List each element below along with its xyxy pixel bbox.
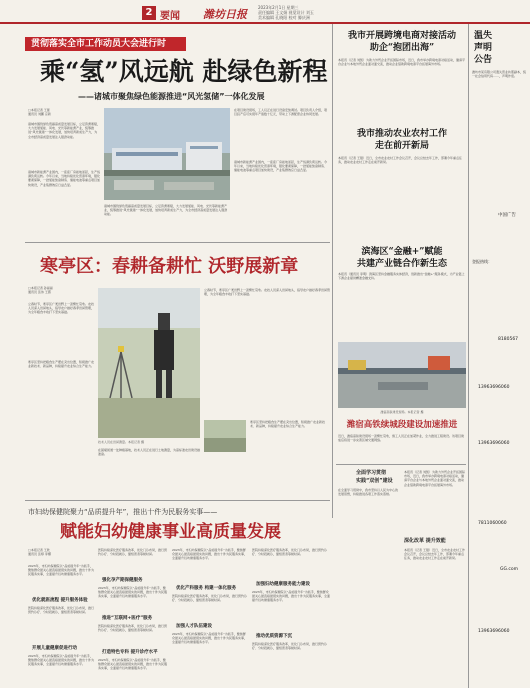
divider-right-side bbox=[468, 24, 469, 688]
lead-photo-text-below: 诸城市围绕绿色低碳高质量发展目标，立足资源禀赋，大力发展氢能、风电、光伏等新能源产业，统筹推进“风光氢储”一体化发展，加快培育新质生产力，为全市经济高质量发展注入强劲动能。 bbox=[104, 204, 228, 217]
right-body-7: 本报讯（记者 王强）近日，全市农业农村工作会议召开，会议总结去年工作，部署今年重点任务，推动农业农村工作走在前开新局。 bbox=[404, 548, 465, 561]
lead-body-col3: 在项目建设现场，工人们正在进行设备安装调试。项目负责人介绍，项目投产后可实现年产值数十亿元，带动上下游配套企业协同发展。 bbox=[234, 108, 328, 117]
lead-body-col2: 诸城市新能源产业园内，一座座厂房拔地而起，生产线满负荷运转。今年以来，当地持续优化营商环境，强化要素保障，一批氢能装备制造、储能电池等重点项目加快建设，产业集群效应日益凸显。 bbox=[28, 170, 100, 187]
divider-lead bbox=[25, 242, 330, 243]
side-phone-2: 13963696060 bbox=[478, 385, 510, 390]
side-ad-label: 中国广告 bbox=[498, 213, 516, 218]
side-phone-4: 7811060060 bbox=[478, 521, 507, 526]
topic-banner: 贯彻落实全市工作动员大会进行时 bbox=[25, 37, 186, 51]
right-sub-a: 全面学习贯彻 bbox=[356, 470, 387, 476]
right-body-3: 本报讯（通讯员 李明）滨海区坚持金融服务实体经济，创新推出“金融+”服务模式，为产业链上下游企业提供精准金融支持。 bbox=[338, 272, 465, 281]
women-body-col2: 医院持续深化医疗服务改革，优化门诊布局，推行预约诊疗、分时段就诊，缩短患者等候时间。 bbox=[98, 548, 168, 557]
spring-body-col4: 寒亭区坚持把粮食生产摆在突出位置，积极推广农业新技术、新品种，持续提升农业综合生产能力。 bbox=[250, 420, 326, 429]
right-body-5: 在全面学习贯彻中，我市坚持以人民为中心的发展思想，持续推进各项工作落实落细。 bbox=[338, 488, 399, 497]
side-title: 温失 声明 公告 bbox=[474, 31, 493, 65]
side-notice-body: 潍坊市某有限公司遗失营业执照副本，统一社会信用代码……，声明作废。 bbox=[472, 70, 527, 79]
right-body-4: 近日，潍宿高铁建设现场一派繁忙景象，施工人员正在加紧作业，全力推进工程建设。该项目建成后将进一步完善区域交通网络。 bbox=[338, 434, 465, 443]
spring-body-col2: 在固堤街道一处种植基地，技术人员正在进行土地测量，为高标准农田建设做准备。 bbox=[98, 448, 200, 457]
spring-body-col1b: 寒亭区坚持把粮食生产摆在突出位置，积极推广农业新技术、新品种，持续提升农业综合生产能力。 bbox=[28, 360, 94, 369]
lead-headline: 乘“氢”风远航 赴绿色新程 bbox=[40, 57, 328, 86]
women-sub-6: 优化产科服务 构建一体化服务 bbox=[176, 586, 237, 591]
header-meta-editor: 责任编辑 王文娟 视觉设计 刘玉 bbox=[258, 10, 314, 15]
spring-byline: □本报记者 孙丽丽 通讯员 张伟 王霞 bbox=[28, 286, 53, 295]
lead-body-col1: 诸城市围绕绿色低碳高质量发展目标，立足资源禀赋，大力发展氢能、风电、光伏等新能源产业，统筹推进“风光氢储”一体化发展，加快培育新质生产力，为全市经济高质量发展注入强劲动能。 bbox=[28, 122, 100, 139]
side-phone-5: 13963696060 bbox=[478, 629, 510, 634]
lead-subheadline: ——诸城市聚焦绿色能源推进“风光氢储”一体化发展 bbox=[78, 92, 265, 101]
right-sub-c: 深化改革 提升效能 bbox=[404, 538, 446, 544]
women-body-col3: 2023年，市妇幼保健院以“品质提升年”为抓手，聚焦群众最关心最直接最现实的问题，推出十件为民服务实事，全面提升妇幼健康服务水平。 bbox=[172, 548, 248, 561]
lead-byline: □本报记者 王蕾 通讯员 刘鹏 宗新 bbox=[28, 108, 51, 117]
women-body-col2c: 医院持续深化医疗服务改革，优化门诊布局，推行预约诊疗、分时段就诊，缩短患者等候时间。 bbox=[98, 624, 168, 633]
women-body-col1c: 2023年，市妇幼保健院以“品质提升年”为抓手，聚焦群众最关心最直接最现实的问题，推出十件为民服务实事，全面提升妇幼健康服务水平。 bbox=[28, 654, 94, 667]
right-headline-4: 潍宿高铁续城段建设加速推进 bbox=[346, 420, 458, 430]
women-body-col3b: 医院持续深化医疗服务改革，优化门诊布局，推行预约诊疗、分时段就诊，缩短患者等候时间。 bbox=[172, 594, 248, 603]
women-body-col1b: 医院持续深化医疗服务改革，优化门诊布局，推行预约诊疗、分时段就诊，缩短患者等候时间。 bbox=[28, 606, 94, 615]
rail-photo bbox=[338, 342, 466, 408]
spring-body-col3: 立春时节，寒亭区广袤田野上一派繁忙景象。农技人员深入田间地头，指导农户做好春季田间管理，为全年粮食丰收打下坚实基础。 bbox=[204, 288, 330, 297]
women-body-col2b: 2023年，市妇幼保健院以“品质提升年”为抓手，聚焦群众最关心最直接最现实的问题，推出十件为民服务实事，全面提升妇幼健康服务水平。 bbox=[98, 586, 168, 599]
women-sub-4: 推进“互联网+医疗”服务 bbox=[102, 616, 153, 621]
section-label: 要闻 bbox=[160, 11, 180, 22]
women-sub-1: 优化就医流程 提升服务体验 bbox=[32, 598, 88, 603]
paper-name: 潍坊日报 bbox=[203, 8, 247, 21]
right-sub-b: 实践“双创”建设 bbox=[356, 478, 393, 484]
field-illustration bbox=[204, 420, 246, 452]
spring-body-col1: 立春时节，寒亭区广袤田野上一派繁忙景象。农技人员深入田间地头，指导农户做好春季田间管理，为全年粮食丰收打下坚实基础。 bbox=[28, 302, 94, 315]
right-body-2: 本报讯（记者 王强）近日，全市农业农村工作会议召开，会议总结去年工作，部署今年重点任务，推动农业农村工作走在前开新局。 bbox=[338, 156, 462, 165]
side-hotline-label: 登报热线： bbox=[472, 259, 492, 264]
women-sub-9: 推动优质资源下沉 bbox=[256, 634, 292, 639]
right-headline-1: 我市开展跨境电商对接活动 助企“抱团出海” bbox=[347, 31, 456, 53]
right-body-6: 本报讯（记者 刘凯）为助力外贸企业开拓国际市场，近日，我市举办跨境电商对接活动，邀请平台企业与本地外贸企业面对面交流，推动企业借助跨境电商平台拓展海外市场。 bbox=[404, 470, 465, 487]
women-sub-3: 强化孕产期保健服务 bbox=[102, 578, 143, 583]
women-kicker: 市妇幼保健院聚力“品质提升年”，推出十件为民服务实事—— bbox=[28, 508, 218, 516]
rail-photo-caption: 潍宿高铁建设现场。本报记者 摄 bbox=[380, 410, 424, 414]
women-body-col4c: 医院持续深化医疗服务改革，优化门诊布局，推行预约诊疗、分时段就诊，缩短患者等候时间。 bbox=[252, 642, 328, 651]
spring-photo bbox=[98, 288, 200, 438]
railway-construction-illustration bbox=[338, 342, 466, 408]
divider-spring bbox=[25, 500, 330, 501]
spring-photo-small bbox=[204, 420, 246, 452]
women-sub-2: 开展儿童健康促进行动 bbox=[32, 646, 77, 651]
women-body-col2d: 2023年，市妇幼保健院以“品质提升年”为抓手，聚焦群众最关心最直接最现实的问题，推出十件为民服务实事，全面提升妇幼健康服务水平。 bbox=[98, 658, 168, 671]
right-body-1: 本报讯（记者 刘凯）为助力外贸企业开拓国际市场，近日，我市举办跨境电商对接活动，邀请平台企业与本地外贸企业面对面交流，推动企业借助跨境电商平台拓展海外市场。 bbox=[338, 58, 465, 67]
women-body-col1: 2023年，市妇幼保健院以“品质提升年”为抓手，聚焦群众最关心最直接最现实的问题，推出十件为民服务实事，全面提升妇幼健康服务水平。 bbox=[28, 564, 94, 577]
women-headline: 赋能妇幼健康事业高质量发展 bbox=[60, 522, 281, 542]
lead-photo bbox=[104, 108, 230, 200]
divider-main-right bbox=[332, 24, 333, 518]
women-body-col4: 医院持续深化医疗服务改革，优化门诊布局，推行预约诊疗、分时段就诊，缩短患者等候时间。 bbox=[252, 548, 328, 557]
side-site: GG.com bbox=[500, 567, 519, 572]
women-sub-8: 加强妇幼健康服务能力建设 bbox=[256, 582, 310, 587]
women-sub-7: 加强人才队伍建设 bbox=[176, 624, 212, 629]
women-body-col3c: 2023年，市妇幼保健院以“品质提升年”为抓手，聚焦群众最关心最直接最现实的问题，推出十件为民服务实事，全面提升妇幼健康服务水平。 bbox=[172, 632, 248, 645]
industrial-park-illustration bbox=[104, 108, 230, 200]
header-meta bbox=[258, 5, 314, 20]
spring-headline: 寒亭区：春耕备耕忙 沃野展新章 bbox=[40, 256, 299, 277]
right-headline-3: 滨海区“金融+”赋能 共建产业链合作新生态 bbox=[356, 247, 447, 269]
women-byline: □本报记者 王欣 通讯员 张婷 李娜 bbox=[28, 548, 51, 557]
right-headline-2: 我市推动农业农村工作 走在前开新局 bbox=[356, 129, 447, 151]
spring-photo-caption: 技术人员在田间测量。本报记者 摄 bbox=[98, 440, 144, 444]
header-meta-proof: 美术编辑 孔晓阳 校对 滕庆洲 bbox=[258, 15, 310, 20]
lead-body-col4: 诸城市新能源产业园内，一座座厂房拔地而起，生产线满负荷运转。今年以来，当地持续优化营商环境，强化要素保障，一批氢能装备制造、储能电池等重点项目加快建设，产业集群效应日益凸显。 bbox=[234, 160, 328, 173]
women-body-col4b: 2023年，市妇幼保健院以“品质提升年”为抓手，聚焦群众最关心最直接最现实的问题，推出十件为民服务实事，全面提升妇幼健康服务水平。 bbox=[252, 590, 330, 603]
women-sub-5: 打造特色专科 提升诊疗水平 bbox=[102, 650, 158, 655]
farm-survey-illustration bbox=[98, 288, 200, 438]
divider-right-bottom bbox=[336, 464, 466, 465]
header-meta-date: 2023年2月1日 星期三 bbox=[258, 5, 299, 10]
page-number: 2 bbox=[142, 6, 156, 20]
side-phone-1: 8180567 bbox=[498, 337, 519, 342]
side-phone-3: 13963696060 bbox=[478, 441, 510, 446]
